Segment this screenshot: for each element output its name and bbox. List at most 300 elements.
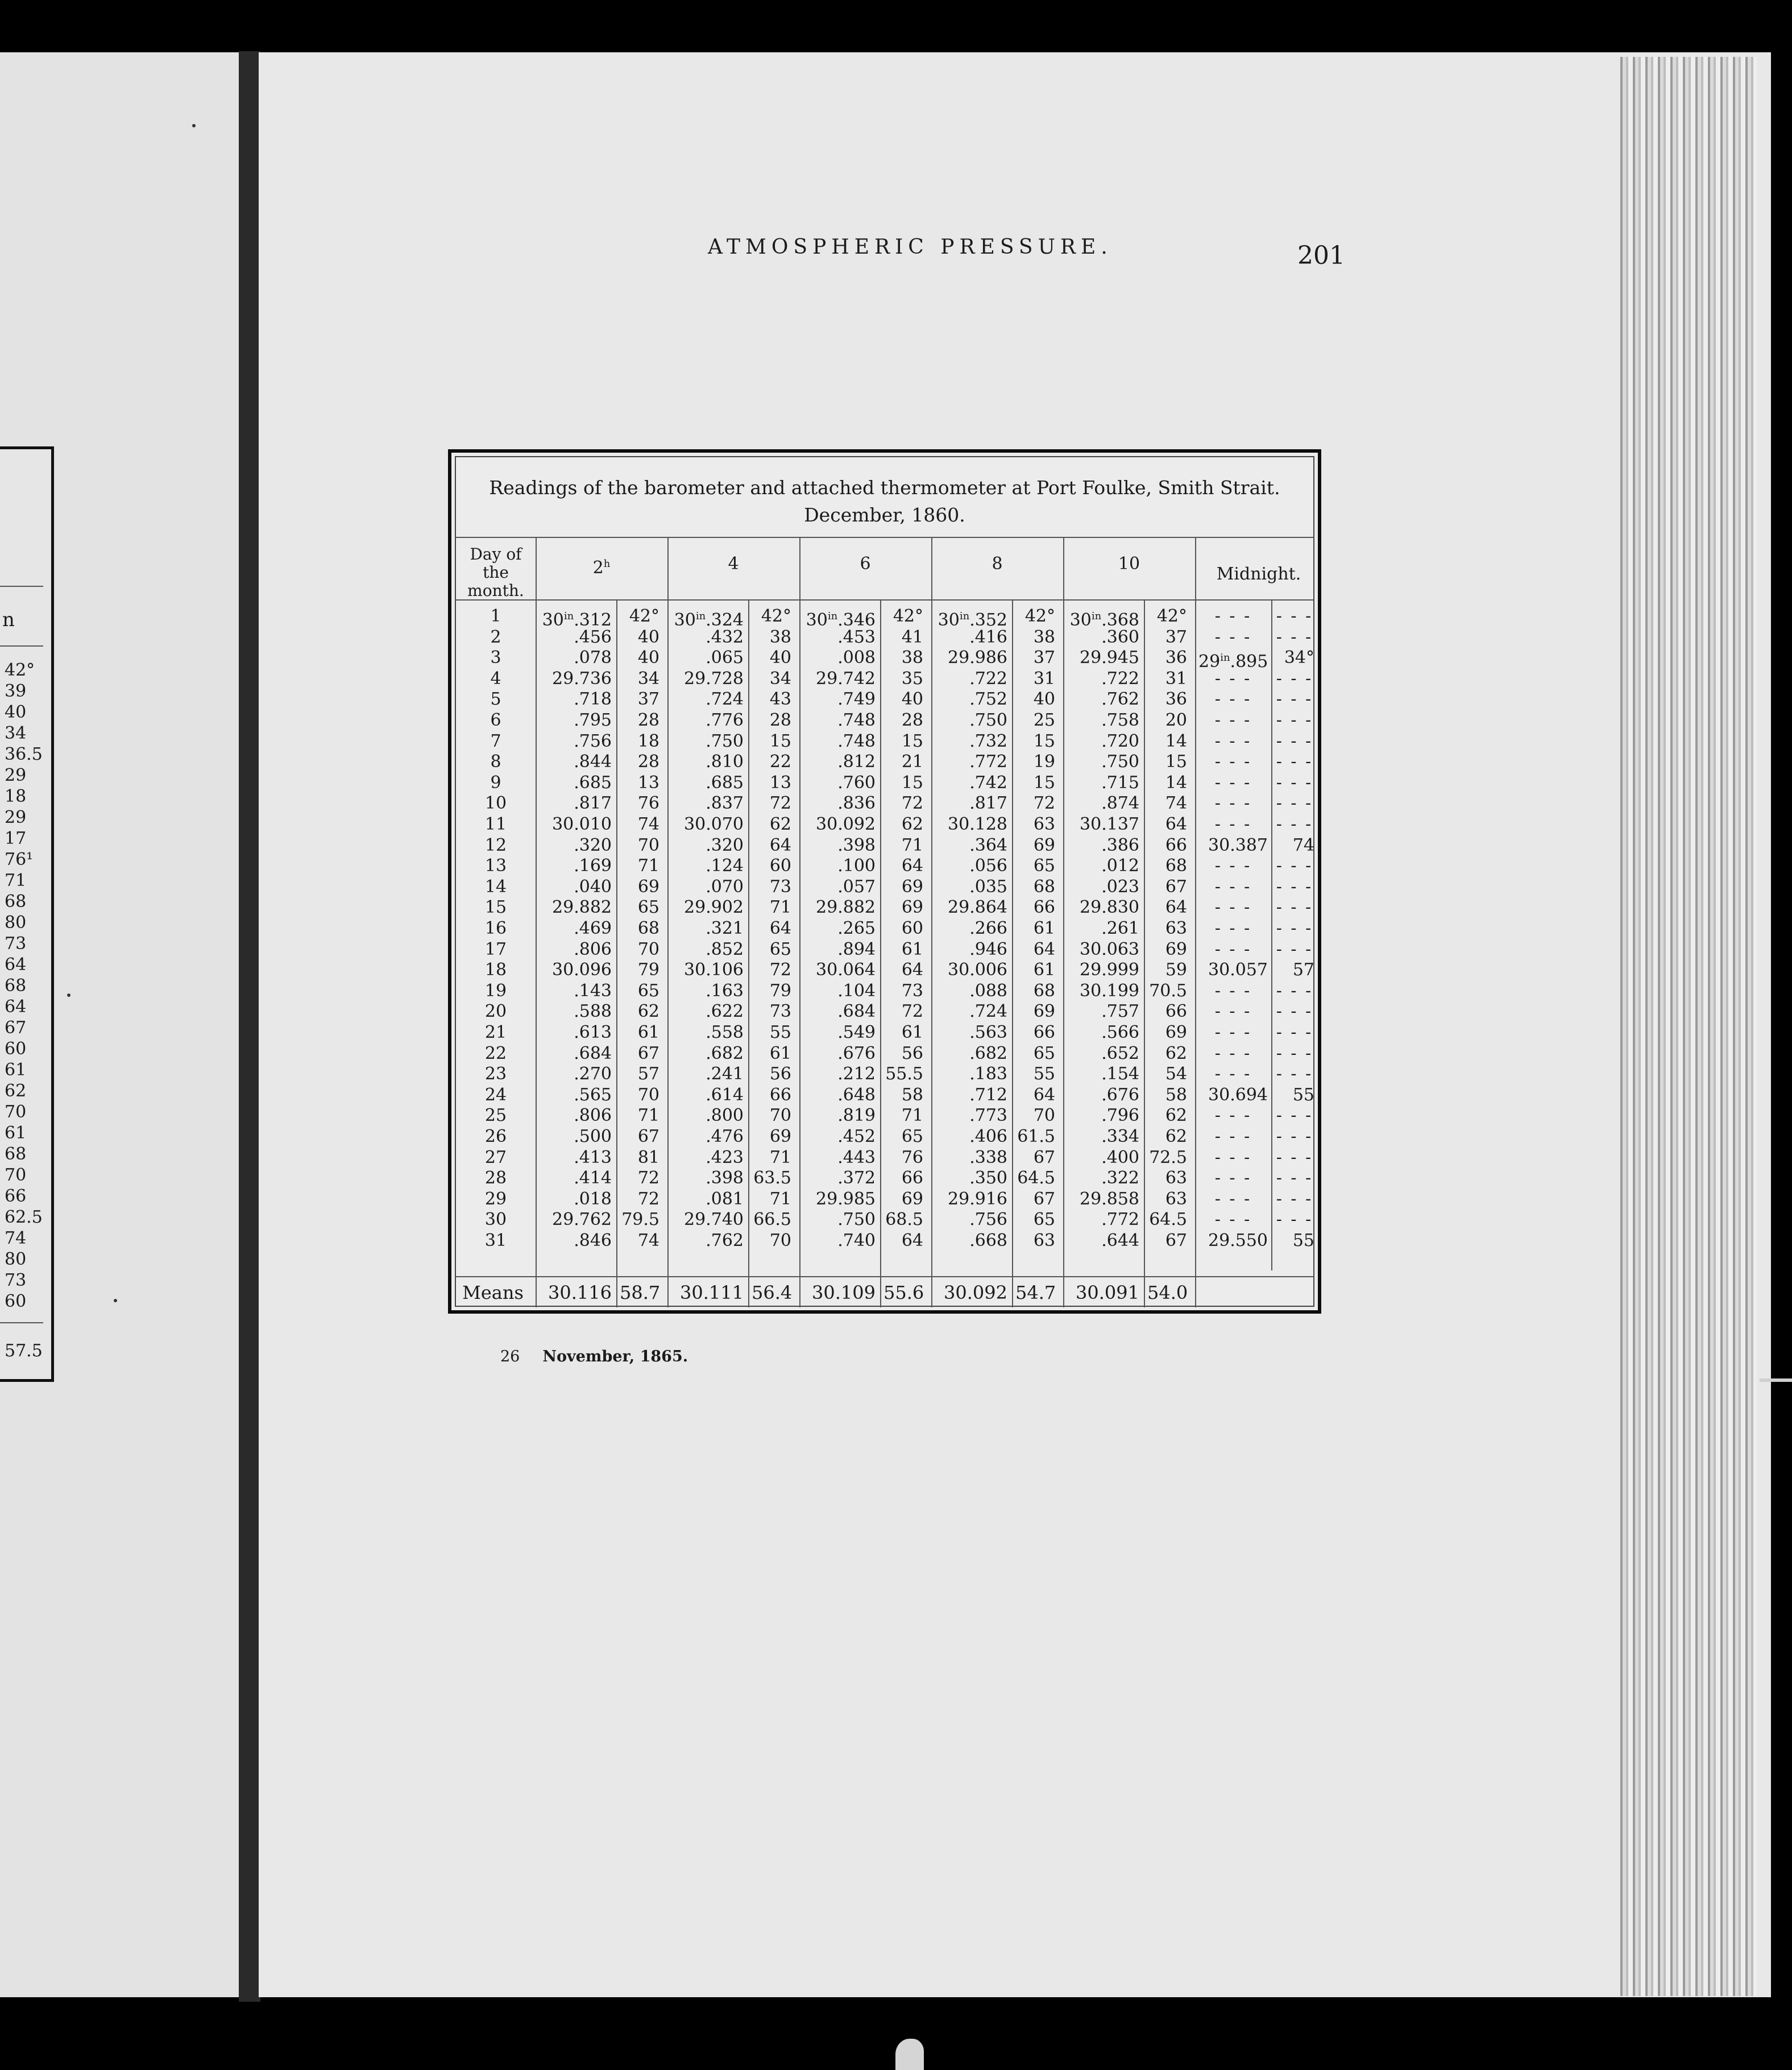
thermometer-cell: 55.5	[885, 1064, 923, 1084]
barometer-cell: 30.006	[948, 960, 1007, 980]
thermometer-cell: 38	[769, 627, 791, 647]
left-value: 71	[5, 871, 27, 891]
barometer-cell: .724	[706, 689, 744, 710]
barometer-cell: .756	[574, 731, 612, 751]
left-value: 60	[5, 1039, 27, 1059]
thermometer-cell: 65	[769, 939, 791, 959]
thermometer-cell: - - -	[1276, 627, 1313, 647]
thermometer-cell: - - -	[1276, 1106, 1313, 1126]
table-row	[456, 1189, 1313, 1210]
means-cell: 30.109	[812, 1282, 876, 1303]
barometer-cell: .718	[574, 689, 612, 710]
thermometer-cell: 67	[1165, 1231, 1187, 1251]
thermometer-cell: - - -	[1276, 731, 1313, 751]
day-cell: 9	[490, 772, 501, 793]
barometer-cell: .750	[1101, 752, 1139, 772]
table-row	[456, 793, 1313, 814]
barometer-cell: .720	[1101, 731, 1139, 751]
barometer-cell: - - -	[1214, 731, 1252, 751]
barometer-cell: .413	[574, 1147, 612, 1168]
thermometer-cell: 28	[637, 752, 659, 772]
barometer-cell: .169	[574, 856, 612, 876]
barometer-cell: .749	[837, 689, 876, 710]
thermometer-cell: 65	[637, 897, 659, 918]
thermometer-cell: 69	[1165, 939, 1187, 959]
thermometer-cell: 79	[769, 980, 791, 1001]
thermometer-cell: 63.5	[753, 1168, 791, 1189]
barometer-cell: .762	[1101, 689, 1139, 710]
thermometer-cell: - - -	[1276, 710, 1313, 730]
barometer-cell: .748	[837, 731, 876, 751]
table-row	[456, 1168, 1313, 1189]
barometer-cell: .154	[1101, 1064, 1139, 1084]
table-title	[456, 474, 1313, 529]
thermometer-cell: 61	[637, 1022, 659, 1042]
thermometer-cell: 21	[901, 752, 923, 772]
table-row	[456, 960, 1313, 981]
thermometer-cell: 61	[769, 1043, 791, 1063]
thermometer-cell: 58	[1165, 1084, 1187, 1105]
barometer-cell: .732	[969, 731, 1007, 751]
thermometer-cell: 13	[637, 772, 659, 793]
thermometer-cell: 37	[1165, 627, 1187, 647]
hour-header-6: 6	[860, 554, 871, 574]
barometer-cell: .270	[574, 1064, 612, 1084]
barometer-cell: 30.010	[552, 814, 612, 834]
barometer-cell: - - -	[1214, 876, 1252, 897]
barometer-cell: .398	[837, 835, 876, 855]
thermometer-cell: 13	[769, 772, 791, 793]
barometer-cell: .760	[837, 772, 876, 793]
left-value: 73	[5, 1270, 27, 1290]
barometer-cell: .018	[574, 1189, 612, 1209]
barometer-cell: .817	[574, 793, 612, 814]
thermometer-cell: 63	[1033, 814, 1055, 834]
footer-note	[500, 1348, 688, 1365]
barometer-cell: .762	[706, 1231, 744, 1251]
thermometer-cell: 69	[901, 876, 923, 897]
barometer-cell: 30.128	[948, 814, 1007, 834]
thermometer-cell: - - -	[1276, 897, 1313, 918]
barometer-cell: .386	[1101, 835, 1139, 855]
thermometer-cell: 81	[637, 1147, 659, 1168]
barometer-cell: - - -	[1214, 1189, 1252, 1209]
barometer-cell: - - -	[1214, 1064, 1252, 1084]
table-row	[456, 897, 1313, 918]
barometer-cell: .320	[574, 835, 612, 855]
thermometer-cell: - - -	[1276, 689, 1313, 710]
barometer-cell: 29.742	[816, 668, 876, 689]
thermometer-cell: 74	[637, 814, 659, 834]
barometer-cell: .894	[837, 939, 876, 959]
barometer-cell: .212	[837, 1064, 876, 1084]
table-row	[456, 1210, 1313, 1231]
table-row	[456, 835, 1313, 856]
table-row	[456, 877, 1313, 898]
day-cell: 14	[484, 876, 507, 897]
left-value: 73	[5, 934, 27, 954]
barometer-cell: - - -	[1214, 939, 1252, 959]
barometer-cell: .456	[574, 627, 612, 647]
day-cell: 8	[490, 752, 501, 772]
day-cell: 31	[484, 1231, 507, 1251]
barometer-cell: .644	[1101, 1231, 1139, 1251]
thermometer-cell: 38	[1033, 627, 1055, 647]
thermometer-cell: 40	[1033, 689, 1055, 710]
barometer-cell: 30.092	[816, 814, 876, 834]
thermometer-cell: 67	[1033, 1147, 1055, 1168]
thermometer-cell: 66.5	[753, 1210, 791, 1230]
table-row	[456, 689, 1313, 710]
thermometer-cell: 73	[769, 1001, 791, 1022]
thermometer-cell: - - -	[1276, 814, 1313, 834]
barometer-cell: 29.728	[684, 668, 744, 689]
barometer-cell: - - -	[1214, 793, 1252, 814]
thermometer-cell: - - -	[1276, 1189, 1313, 1209]
thermometer-cell: - - -	[1276, 1210, 1313, 1230]
thermometer-cell: 62	[1165, 1043, 1187, 1063]
barometer-cell: $30^{in}.346$	[806, 610, 876, 630]
hour-header-4: 4	[728, 554, 739, 574]
thermometer-cell: 62	[769, 814, 791, 834]
thermometer-cell: 62	[901, 814, 923, 834]
thermometer-cell: 63	[1033, 1231, 1055, 1251]
thermometer-cell: 68.5	[885, 1210, 923, 1230]
thermometer-cell: 62	[637, 1001, 659, 1022]
speck	[114, 1299, 117, 1302]
thermometer-cell: 15	[1033, 772, 1055, 793]
barometer-cell: 30.064	[816, 960, 876, 980]
barometer-cell: .668	[969, 1231, 1007, 1251]
thermometer-cell: 72.5	[1149, 1147, 1187, 1168]
thermometer-cell: 25	[1033, 710, 1055, 730]
table-row	[456, 1064, 1313, 1085]
thermometer-cell: 64	[769, 918, 791, 938]
table-row	[456, 752, 1313, 773]
thermometer-cell: 71	[637, 1106, 659, 1126]
barometer-cell: .566	[1101, 1022, 1139, 1042]
day-cell: 25	[484, 1106, 507, 1126]
thermometer-cell: 15	[769, 731, 791, 751]
barometer-cell: .758	[1101, 710, 1139, 730]
barometer-cell: .819	[837, 1106, 876, 1126]
page-number: 201	[1297, 241, 1345, 270]
thermometer-cell: 70	[637, 835, 659, 855]
thermometer-cell: 69	[1033, 835, 1055, 855]
table-title-line2: December, 1860.	[804, 504, 965, 526]
thermometer-cell: 61	[901, 1022, 923, 1042]
left-mean: 57.5	[5, 1341, 43, 1361]
barometer-cell: .676	[1101, 1084, 1139, 1105]
barometer-cell: .682	[969, 1043, 1007, 1063]
barometer-cell: .874	[1101, 793, 1139, 814]
means-cell: 55.6	[883, 1282, 924, 1303]
thermometer-cell: 79.5	[621, 1210, 659, 1230]
barometer-cell: .124	[706, 856, 744, 876]
barometer-cell: .715	[1101, 772, 1139, 793]
thermometer-cell: 74	[1292, 835, 1314, 855]
barometer-cell: .334	[1101, 1127, 1139, 1146]
table-row	[456, 981, 1313, 1002]
thermometer-cell: 55	[769, 1022, 791, 1042]
thermometer-cell: 55	[1292, 1084, 1314, 1105]
barometer-cell: .742	[969, 772, 1007, 793]
day-cell: 15	[484, 897, 507, 918]
thermometer-cell: 70	[769, 1231, 791, 1251]
thermometer-cell: 35	[901, 668, 923, 689]
barometer-cell: .035	[969, 876, 1007, 897]
thermometer-cell: - - -	[1276, 1043, 1313, 1063]
barometer-cell: 29.550	[1208, 1231, 1268, 1251]
thermometer-cell: 64	[769, 835, 791, 855]
barometer-cell: .163	[706, 980, 744, 1001]
barometer-cell: .400	[1101, 1147, 1139, 1168]
thermometer-cell: 43	[769, 689, 791, 710]
thermometer-cell: 57	[1292, 960, 1314, 980]
barometer-cell: .443	[837, 1147, 876, 1168]
barometer-cell: .588	[574, 1001, 612, 1022]
thermometer-cell: 64	[901, 960, 923, 980]
barometer-cell: .040	[574, 876, 612, 897]
thermometer-cell: 42°	[629, 606, 659, 626]
left-value: 68	[5, 1144, 27, 1164]
barometer-cell: - - -	[1214, 1168, 1252, 1189]
day-cell: 13	[484, 856, 507, 876]
barometer-cell: .685	[574, 772, 612, 793]
thermometer-cell: 73	[769, 876, 791, 897]
barometer-cell: .652	[1101, 1043, 1139, 1063]
thermometer-cell: 64.5	[1149, 1210, 1187, 1230]
barometer-cell: .261	[1101, 918, 1139, 938]
day-cell: 18	[484, 960, 507, 980]
table-row	[456, 669, 1313, 690]
thermometer-cell: 18	[637, 731, 659, 751]
barometer-cell: 30.387	[1208, 835, 1268, 855]
barometer-cell: .776	[706, 710, 744, 730]
barometer-cell: .563	[969, 1022, 1007, 1042]
table-row	[456, 1127, 1313, 1148]
barometer-cell: 29.762	[552, 1210, 612, 1230]
left-value: 39	[5, 681, 27, 701]
day-cell: 24	[484, 1084, 507, 1105]
left-value: 36.5	[5, 744, 43, 764]
day-cell: 22	[484, 1043, 507, 1063]
barometer-cell: 30.096	[552, 960, 612, 980]
barometer-cell: .453	[837, 627, 876, 647]
table-row	[456, 918, 1313, 939]
barometer-cell: .806	[574, 1106, 612, 1126]
thermometer-cell: 42°	[1156, 606, 1187, 626]
barometer-cell: $30^{in}.368$	[1069, 610, 1139, 630]
thermometer-cell: 65	[1033, 856, 1055, 876]
thermometer-cell: 15	[1033, 731, 1055, 751]
table-row	[456, 814, 1313, 835]
thermometer-cell: 66	[1033, 1022, 1055, 1042]
thermometer-cell: 69	[769, 1127, 791, 1146]
barometer-cell: .806	[574, 939, 612, 959]
thermometer-cell: 28	[769, 710, 791, 730]
barometer-cell: - - -	[1214, 814, 1252, 834]
barometer-cell: .684	[837, 1001, 876, 1022]
barometer-cell: 29.999	[1080, 960, 1139, 980]
left-value: 42°	[5, 660, 35, 680]
barometer-cell: - - -	[1214, 710, 1252, 730]
left-value: 29	[5, 765, 27, 785]
page-edges	[1620, 57, 1757, 1996]
means-cell: 54.0	[1147, 1282, 1188, 1303]
barometer-cell: 30.057	[1208, 960, 1268, 980]
left-value: 68	[5, 892, 27, 912]
thermometer-cell: 38	[901, 648, 923, 668]
barometer-cell: .773	[969, 1106, 1007, 1126]
barometer-cell: .338	[969, 1147, 1007, 1168]
thermometer-cell: 66	[769, 1084, 791, 1105]
barometer-cell: - - -	[1214, 689, 1252, 710]
thermometer-cell: 69	[1165, 1022, 1187, 1042]
thermometer-cell: - - -	[1276, 1127, 1313, 1146]
barometer-cell: .432	[706, 627, 744, 647]
thermometer-cell: 40	[637, 648, 659, 668]
means-label: Means	[462, 1282, 524, 1303]
left-value: 62	[5, 1081, 27, 1101]
barometer-cell: .614	[706, 1084, 744, 1105]
day-cell: 26	[484, 1127, 507, 1146]
thermometer-cell: 63	[1165, 1168, 1187, 1189]
thermometer-cell: 37	[1033, 648, 1055, 668]
barometer-cell: .800	[706, 1106, 744, 1126]
barometer-cell: 30.063	[1080, 939, 1139, 959]
left-value: 74	[5, 1228, 27, 1248]
thermometer-cell: 65	[1033, 1210, 1055, 1230]
barometer-cell: - - -	[1214, 980, 1252, 1001]
barometer-cell: 30.199	[1080, 980, 1139, 1001]
table-row	[456, 856, 1313, 877]
table-row	[456, 773, 1313, 794]
left-page-table-fragment	[0, 446, 54, 1382]
thermometer-cell: 62	[1165, 1127, 1187, 1146]
left-value: 70	[5, 1165, 27, 1185]
thermometer-cell: 72	[1033, 793, 1055, 814]
day-cell: 4	[490, 668, 501, 689]
barometer-cell: .023	[1101, 876, 1139, 897]
barometer-cell: .748	[837, 710, 876, 730]
thermometer-cell: 72	[901, 793, 923, 814]
left-value: 62.5	[5, 1207, 43, 1227]
thermometer-cell: 61	[1033, 918, 1055, 938]
thermometer-cell: - - -	[1276, 1001, 1313, 1022]
thermometer-cell: 71	[769, 897, 791, 918]
barometer-cell: .469	[574, 918, 612, 938]
barometer-cell: .081	[706, 1189, 744, 1209]
thermometer-cell: 66	[1165, 1001, 1187, 1022]
thermometer-cell: 79	[637, 960, 659, 980]
left-value: 29	[5, 808, 27, 827]
footer-date: November, 1865.	[542, 1348, 688, 1365]
barometer-cell: 29.858	[1080, 1189, 1139, 1209]
thermometer-cell: 34	[769, 668, 791, 689]
barometer-cell: .372	[837, 1168, 876, 1189]
day-cell: 16	[484, 918, 507, 938]
barometer-cell: .104	[837, 980, 876, 1001]
table-row	[456, 1001, 1313, 1022]
thermometer-cell: 70	[637, 1084, 659, 1105]
thermometer-cell: 28	[637, 710, 659, 730]
thermometer-cell: 34	[637, 668, 659, 689]
barometer-cell: - - -	[1214, 1210, 1252, 1230]
speck	[67, 993, 70, 997]
hour-header-8: 8	[992, 554, 1003, 574]
thermometer-cell: 54	[1165, 1064, 1187, 1084]
thermometer-cell: 56	[901, 1043, 923, 1063]
barometer-cell: .722	[969, 668, 1007, 689]
hour-header-10: 10	[1118, 554, 1140, 574]
thermometer-cell: 63	[1165, 918, 1187, 938]
left-value: 80	[5, 913, 27, 933]
thermometer-cell: 68	[637, 918, 659, 938]
barometer-cell: .265	[837, 918, 876, 938]
thermometer-cell: 73	[901, 980, 923, 1001]
barometer-cell: - - -	[1214, 918, 1252, 938]
day-cell: 27	[484, 1147, 507, 1168]
barometer-cell: 29.736	[552, 668, 612, 689]
table-row	[456, 1022, 1313, 1044]
day-cell: 20	[484, 1001, 507, 1022]
day-cell: 11	[484, 814, 507, 834]
thermometer-cell: 71	[901, 835, 923, 855]
barometer-cell: .100	[837, 856, 876, 876]
thermometer-cell: - - -	[1276, 1022, 1313, 1042]
means-cell: 30.111	[680, 1282, 744, 1303]
barometer-cell: .500	[574, 1127, 612, 1146]
table-row	[456, 1231, 1313, 1252]
day-column-header: Day of the month.	[467, 545, 524, 600]
thermometer-cell: 60	[901, 918, 923, 938]
thermometer-cell: 58	[901, 1084, 923, 1105]
thermometer-cell: 68	[1033, 980, 1055, 1001]
thermometer-cell: 62	[1165, 1106, 1187, 1126]
day-cell: 17	[484, 939, 507, 959]
thermometer-cell: 71	[901, 1106, 923, 1126]
barometer-cell: .757	[1101, 1001, 1139, 1022]
thermometer-cell: 72	[901, 1001, 923, 1022]
thermometer-cell: - - -	[1276, 918, 1313, 938]
barometer-cell: 29.882	[552, 897, 612, 918]
barometer-cell: 29.864	[948, 897, 1007, 918]
table-title-line1: Readings of the barometer and attached thermometer at Port Foulke, Smith Strait.	[489, 477, 1280, 499]
barometer-cell: 29.986	[948, 648, 1007, 668]
day-cell: 29	[484, 1189, 507, 1209]
barometer-cell: - - -	[1214, 772, 1252, 793]
barometer-cell: .364	[969, 835, 1007, 855]
barometer-cell: 29.830	[1080, 897, 1139, 918]
thermometer-cell: 55	[1033, 1064, 1055, 1084]
day-cell: 6	[490, 710, 501, 730]
day-cell: 1	[490, 606, 501, 626]
barometer-cell: .724	[969, 1001, 1007, 1022]
barometer-cell: .070	[706, 876, 744, 897]
thermometer-cell: 36	[1165, 689, 1187, 710]
thermometer-cell: 31	[1165, 668, 1187, 689]
day-cell: 12	[484, 835, 507, 855]
thermometer-cell: 71	[769, 1189, 791, 1209]
barometer-cell: .057	[837, 876, 876, 897]
barometer-cell: .558	[706, 1022, 744, 1042]
thermometer-cell: 66	[1033, 897, 1055, 918]
left-page	[0, 52, 239, 1997]
barometer-cell: 30.694	[1208, 1084, 1268, 1105]
thermometer-cell: 65	[1033, 1043, 1055, 1063]
left-value: 61	[5, 1123, 27, 1143]
